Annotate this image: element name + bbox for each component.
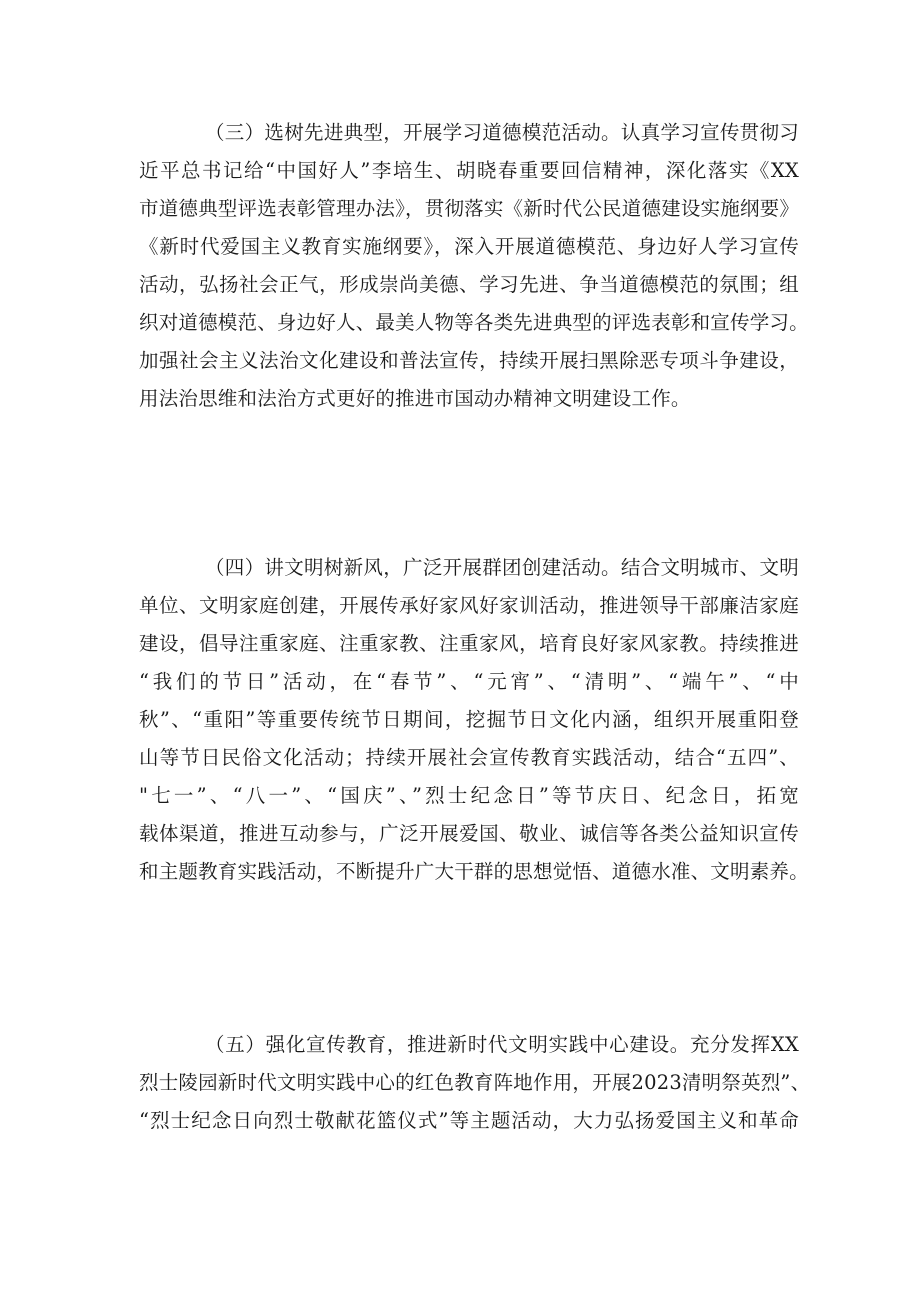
text-line: （三）选树先进典型，开展学习道德模范活动。认真学习宣传贯彻习 xyxy=(205,121,799,144)
text-line: 用法治思维和法治方式更好的推进市国动办精神文明建设工作。 xyxy=(139,387,691,410)
text-line: 加强社会主义法治文化建设和普法宣传，持续开展扫黑除恶专项斗争建设， xyxy=(139,349,799,372)
text-line: “我们的节日”活动，在“春节”、“元宵”、“清明”、“端午”、“中 xyxy=(139,670,799,693)
text-line: （四）讲文明树新风，广泛开展群团创建活动。结合文明城市、文明 xyxy=(205,556,799,579)
text-line: （五）强化宣传教育，推进新时代文明实践中心建设。充分发挥XX xyxy=(205,1033,799,1056)
text-line: 织对道德模范、身边好人、最美人物等各类先进典型的评选表彰和宣传学习。 xyxy=(139,311,809,334)
text-line: 市道德典型评选表彰管理办法》，贯彻落实《新时代公民道德建设实施纲要》 xyxy=(139,197,800,220)
text-line: 秋”、“重阳”等重要传统节日期间，挖掘节日文化内涵，组织开展重阳登 xyxy=(139,708,799,731)
text-line: 载体渠道，推进互动参与，广泛开展爱国、敬业、诚信等各类公益知识宣传 xyxy=(139,822,799,845)
text-line: 近平总书记给“中国好人”李培生、胡晓春重要回信精神，深化落实《XX xyxy=(139,159,799,182)
text-line: 和主题教育实践活动，不断提升广大干群的思想觉悟、道德水准、文明素养。 xyxy=(139,860,809,883)
text-line: "七一”、“八一”、“国庆”、”烈士纪念日”等节庆日、纪念日，拓宽 xyxy=(139,784,799,807)
text-line: “烈士纪念日向烈士敬献花篮仪式”等主题活动，大力弘扬爱国主义和革命 xyxy=(139,1109,799,1132)
text-line: 烈士陵园新时代文明实践中心的红色教育阵地作用，开展2023清明祭英烈”、 xyxy=(139,1071,811,1094)
paragraph-section-3 xyxy=(139,114,809,418)
text-line: 建设，倡导注重家庭、注重家教、注重家风，培育良好家风家教。持续推进 xyxy=(139,632,799,655)
text-line: 《新时代爱国主义教育实施纲要》，深入开展道德模范、身边好人学习宣传 xyxy=(139,235,799,258)
text-line: 单位、文明家庭创建，开展传承好家风好家训活动，推进领导干部廉洁家庭 xyxy=(139,594,799,617)
text-line: 活动，弘扬社会正气，形成崇尚美德、学习先进、争当道德模范的氛围；组 xyxy=(139,273,799,296)
paragraph-section-5 xyxy=(139,1026,811,1140)
paragraph-section-4 xyxy=(139,549,809,891)
text-line: 山等节日民俗文化活动；持续开展社会宣传教育实践活动，结合“五四”、 xyxy=(139,746,799,769)
